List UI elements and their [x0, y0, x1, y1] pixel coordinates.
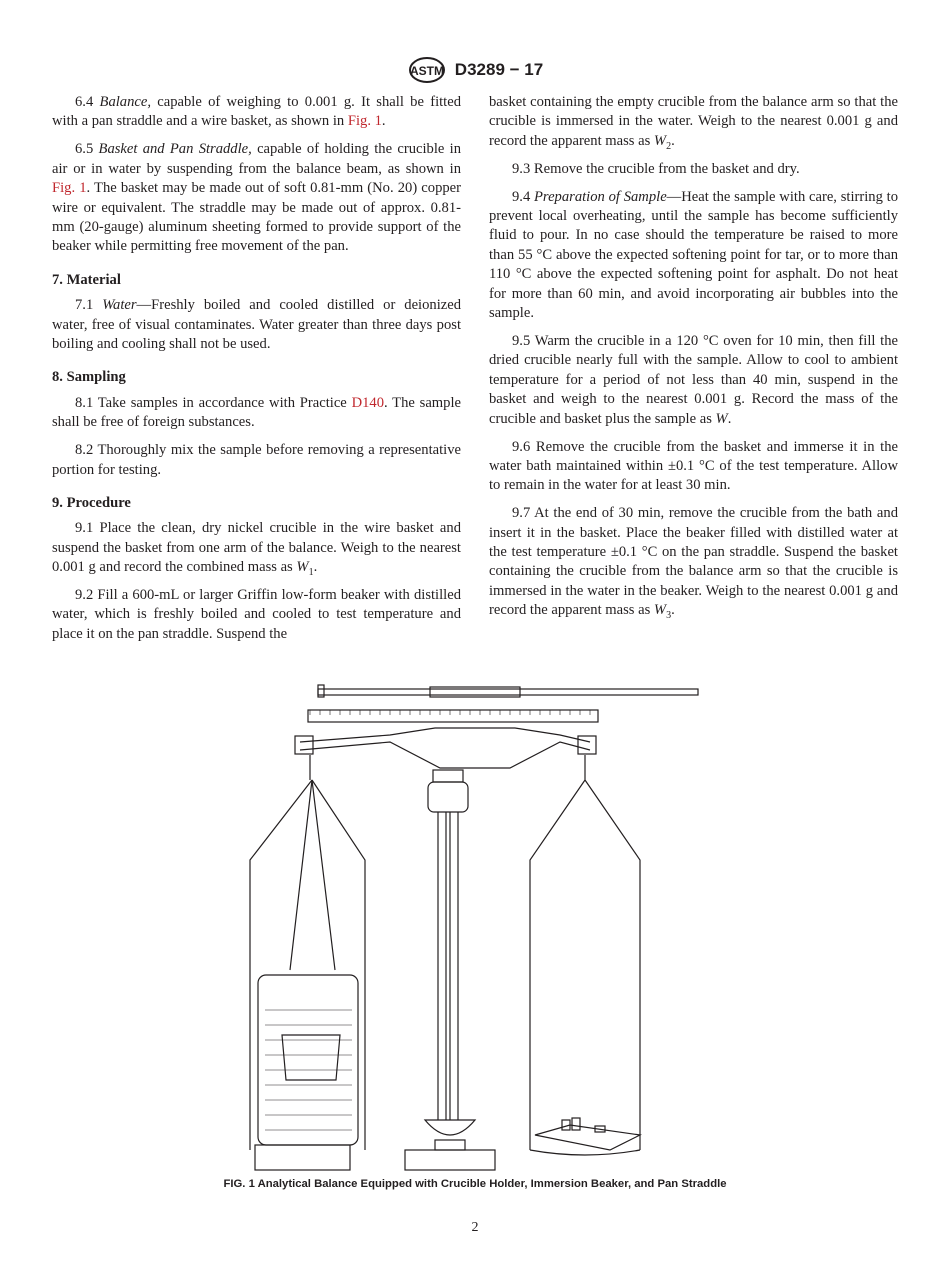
figure-caption: FIG. 1 Analytical Balance Equipped with Crucible Holder, Immersion Beaker, and Pan Straddle: [223, 1178, 727, 1190]
paragraph: [489, 332, 898, 429]
paragraph: [52, 394, 461, 433]
pan: [535, 1125, 640, 1150]
section-heading: [52, 368, 461, 387]
immersion-beaker: [258, 975, 358, 1145]
astm-logo-icon: [407, 56, 447, 84]
text-run: Balance,: [99, 94, 151, 110]
subscript: 1: [308, 567, 314, 579]
text-run: 6.4: [75, 94, 100, 110]
crucible: [282, 1035, 340, 1080]
paragraph: [52, 586, 461, 644]
text-run: W: [653, 132, 667, 149]
text-run: —Heat the sample with care, stirring to prevent local overheating, until the sample has become sufficiently fluid to pour. In no case should the temperature be raised to more than 55 °C above the expected softening point for tar, or to more than 110 °C above the expected softening point for asphalt. Do not heat for more than 60 min, and avoid incorporating air bubbles into the sample.: [489, 188, 898, 322]
text-run: . The sample shall be free of foreign substances.: [52, 394, 461, 431]
paragraph: [52, 93, 461, 132]
text-run: —Freshly boiled and cooled distilled or deionized water, free of visual contaminates. Water greater than three days post boiling and cooling shall not be used.: [52, 297, 462, 352]
paragraph: [489, 438, 898, 496]
text-run: capable of weighing to 0.001 g. It shall be fitted with a pan straddle and a wire basket, as shown in: [52, 94, 462, 130]
paragraph: [489, 93, 898, 151]
paragraph: [489, 504, 898, 620]
text-run: 8.1 Take samples in accordance with Practice: [75, 394, 352, 411]
reference-link[interactable]: D140: [351, 394, 384, 411]
stand-pointer: [425, 1120, 475, 1135]
reference-link[interactable]: Fig. 1: [52, 180, 87, 197]
text-run: 9.6 Remove the crucible from the basket and immerse it in the water bath maintained within ±0.1 °C of the test temperature. Allow to remain in the water for at least 30 min.: [489, 438, 898, 494]
text-run: 9.5 Warm the crucible in a 120 °C oven for 10 min, then fill the dried crucible nearly full with the sample. Allow to cool to ambient temperature for a period of not less than 40 min, suspend in the basket and weigh to the nearest 0.001 g. Record the mass of the crucible and basket plus the sample as: [489, 332, 898, 427]
balance-beam: [318, 689, 698, 695]
text-run: .: [671, 132, 675, 149]
left-column: [52, 93, 461, 653]
text-run: capable of holding the crucible in air or in water by suspending from the balance beam, as shown in: [52, 141, 461, 177]
page-number: 2: [471, 1220, 479, 1235]
text-run: .: [313, 559, 318, 576]
reference-link[interactable]: Fig. 1: [347, 113, 382, 130]
text-run: W: [296, 559, 309, 576]
right-basket: [530, 755, 640, 1150]
paragraph: [52, 519, 461, 577]
subscript: 2: [666, 140, 672, 152]
text-run: 7. Material: [52, 271, 121, 288]
text-run: 7.1: [75, 297, 103, 314]
text-run: 8.2 Thoroughly mix the sample before removing a representative portion for testing.: [52, 442, 461, 478]
text-run: Water: [102, 297, 137, 314]
text-run: Basket and Pan Straddle,: [98, 141, 252, 158]
text-run: . The basket may be made out of soft 0.81-mm (No. 20) copper wire or equivalent. The straddle may be made out of approx. 0.81-mm (20-gauge) aluminum sheeting formed to provide support of the beaker while permitting free movement of the pan.: [52, 180, 461, 255]
stand-base: [405, 1150, 495, 1170]
text-run: 8. Sampling: [52, 369, 126, 386]
paragraph: [52, 296, 461, 354]
text-run: 9.2 Fill a 600-mL or larger Griffin low-form beaker with distilled water, which is freshly boiled and cooled to test temperature and place it on the pan straddle. Suspend the: [52, 587, 461, 642]
section-heading: [52, 494, 461, 513]
scale-ruler: [308, 710, 598, 722]
document-code: D3289 − 17: [454, 60, 544, 79]
text-run: 9.4: [512, 188, 535, 205]
text-run: W: [653, 602, 667, 619]
text-run: 9.1 Place the clean, dry nickel crucible in the wire basket and suspend the basket from one arm of the balance. Weigh to the nearest 0.001 g and record the combined mass as: [52, 520, 461, 576]
paragraph: [489, 188, 898, 324]
text-run: 6.5: [75, 141, 99, 158]
text-run: 9. Procedure: [52, 494, 131, 511]
text-run: Preparation of Sample: [534, 188, 667, 205]
subscript: 3: [666, 610, 672, 622]
page-header: [0, 56, 950, 84]
balance-arm: [300, 728, 590, 742]
section-heading: [52, 271, 461, 290]
text-run: .: [671, 602, 675, 619]
text-run: W: [715, 410, 728, 427]
pan-straddle: [255, 1145, 350, 1170]
text-run: 9.3 Remove the crucible from the basket and dry.: [512, 160, 800, 177]
paragraph: [489, 160, 898, 179]
figure-analytical-balance: [240, 680, 710, 1175]
text-run: basket containing the empty crucible from the balance arm so that the crucible is immersed in the water. Weigh to the nearest 0.001 g and record the apparent mass as: [489, 94, 898, 149]
paragraph: [52, 140, 461, 256]
text-run: .: [727, 410, 732, 427]
right-column: [489, 93, 898, 629]
svg-text:ASTM: ASTM: [409, 64, 444, 78]
text-run: 9.7 At the end of 30 min, remove the crucible from the bath and insert it in the basket. Place the beaker filled with distilled water at the test temperature ±0.1 °C on the pan straddle. Suspend the basket containing the crucible from the balance arm so that the crucible is immersed in the water in the beaker. Weigh to the nearest 0.001 g and record the apparent mass as: [489, 505, 898, 619]
text-run: .: [381, 113, 386, 130]
paragraph: [52, 441, 461, 480]
